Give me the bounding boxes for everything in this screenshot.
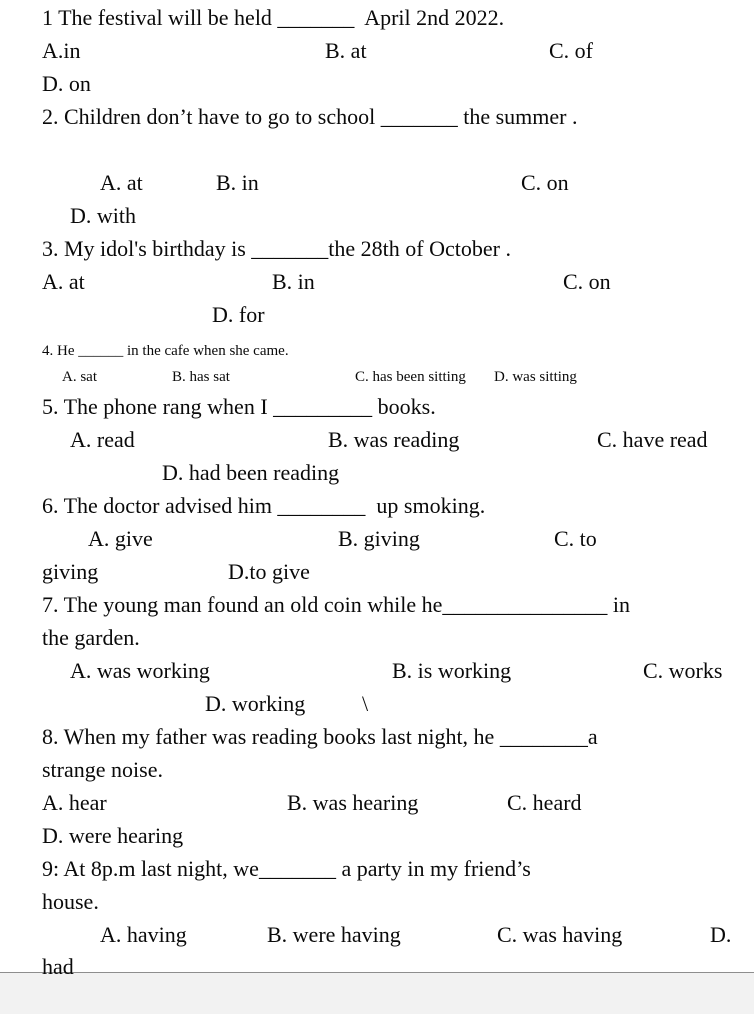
question-7-stem-line-2 (0, 622, 754, 655)
question-4-option-a: A. sat (62, 369, 97, 385)
question-6-option-d: D.to give (228, 559, 310, 584)
question-1-options (0, 35, 754, 68)
question-9-option-d-continued: had (42, 954, 74, 979)
question-5-option-a: A. read (70, 427, 135, 452)
question-8-stem-text-2: strange noise. (42, 757, 163, 782)
question-1-option-a: A.in (42, 38, 81, 63)
question-7-option-a: A. was working (70, 658, 210, 683)
question-3-option-a: A. at (42, 269, 85, 294)
question-7-stem-text-2: the garden. (42, 625, 140, 650)
question-1-option-c: C. of (549, 38, 593, 63)
question-2-option-c: C. on (521, 170, 569, 195)
question-8-option-b: B. was hearing (287, 790, 419, 815)
question-4-option-d: D. was sitting (494, 369, 577, 385)
question-1-option-b: B. at (325, 38, 367, 63)
question-9-stem-text-2: house. (42, 889, 99, 914)
question-6-option-a: A. give (88, 526, 153, 551)
question-5-option-b: B. was reading (328, 427, 460, 452)
question-8-options-line-2 (0, 820, 754, 853)
question-9-option-c: C. was having (497, 922, 623, 947)
question-9-option-a: A. having (100, 922, 187, 947)
question-7-stem-text: 7. The young man found an old coin while he_______________ in (42, 592, 631, 617)
question-3-option-c: C. on (563, 269, 611, 294)
question-2-option-b: B. in (216, 170, 259, 195)
question-5-stem-text: 5. The phone rang when I _________ books. (42, 394, 436, 419)
question-3-option-d: D. for (212, 302, 265, 327)
question-9-options (0, 919, 754, 952)
question-4-option-b: B. has sat (172, 369, 230, 385)
question-3-stem-text: 3. My idol's birthday is _______the 28th of October . (42, 236, 511, 261)
question-2-option-d: D. with (70, 203, 136, 228)
question-5-options-line-2 (0, 457, 754, 490)
question-7-stray-backslash: \ (362, 691, 369, 716)
question-1-stem-text: 1 The festival will be held _______ April 2nd 2022. (42, 5, 505, 30)
question-3-stem (0, 233, 754, 266)
question-8-stem-line-2 (0, 754, 754, 787)
question-5-options (0, 424, 754, 457)
question-4-stem-text: 4. He ______ in the cafe when she came. (42, 343, 289, 359)
question-7-option-b: B. is working (392, 658, 512, 683)
question-8-options (0, 787, 754, 820)
question-9-option-b: B. were having (267, 922, 401, 947)
question-8-stem (0, 721, 754, 754)
question-3-option-b: B. in (272, 269, 315, 294)
question-6-option-b: B. giving (338, 526, 420, 551)
question-9-stem-text: 9: At 8p.m last night, we_______ a party in my friend’s (42, 856, 531, 881)
question-1-stem (0, 2, 754, 35)
question-2-stem-text: 2. Children don’t have to go to school _______ the summer . (42, 104, 578, 129)
question-1-option-d: D. on (42, 71, 91, 96)
question-3-options (0, 266, 754, 299)
question-7-stem (0, 589, 754, 622)
question-7-options (0, 655, 754, 688)
question-6-option-c-continued: giving (42, 559, 99, 584)
question-6-stem (0, 490, 754, 523)
question-6-options-line-2 (0, 556, 754, 589)
question-5-option-d: D. had been reading (162, 460, 340, 485)
question-6-stem-text: 6. The doctor advised him ________ up smoking. (42, 493, 486, 518)
question-9-option-d: D. (710, 922, 732, 947)
question-5-stem (0, 391, 754, 424)
question-2-stem (0, 101, 754, 134)
question-8-option-a: A. hear (42, 790, 107, 815)
question-2-option-a: A. at (100, 170, 143, 195)
question-8-option-c: C. heard (507, 790, 582, 815)
question-2-options (0, 167, 754, 200)
question-9-options-line-2 (0, 951, 754, 984)
question-1-options-line-2 (0, 68, 754, 101)
question-9-stem-line-2 (0, 886, 754, 919)
question-9-stem (0, 853, 754, 886)
question-6-option-c: C. to (554, 526, 597, 551)
question-7-option-d: D. working (205, 691, 306, 716)
question-7-option-c: C. works (643, 658, 723, 683)
question-8-stem-text: 8. When my father was reading books last night, he ________a (42, 724, 598, 749)
question-4-option-c: C. has been sitting (355, 369, 466, 385)
question-7-options-line-2 (0, 688, 754, 721)
question-2-options-line-2 (0, 200, 754, 233)
question-5-option-c: C. have read (597, 427, 708, 452)
question-3-options-line-2 (0, 299, 754, 332)
question-6-options (0, 523, 754, 556)
question-8-option-d: D. were hearing (42, 823, 184, 848)
